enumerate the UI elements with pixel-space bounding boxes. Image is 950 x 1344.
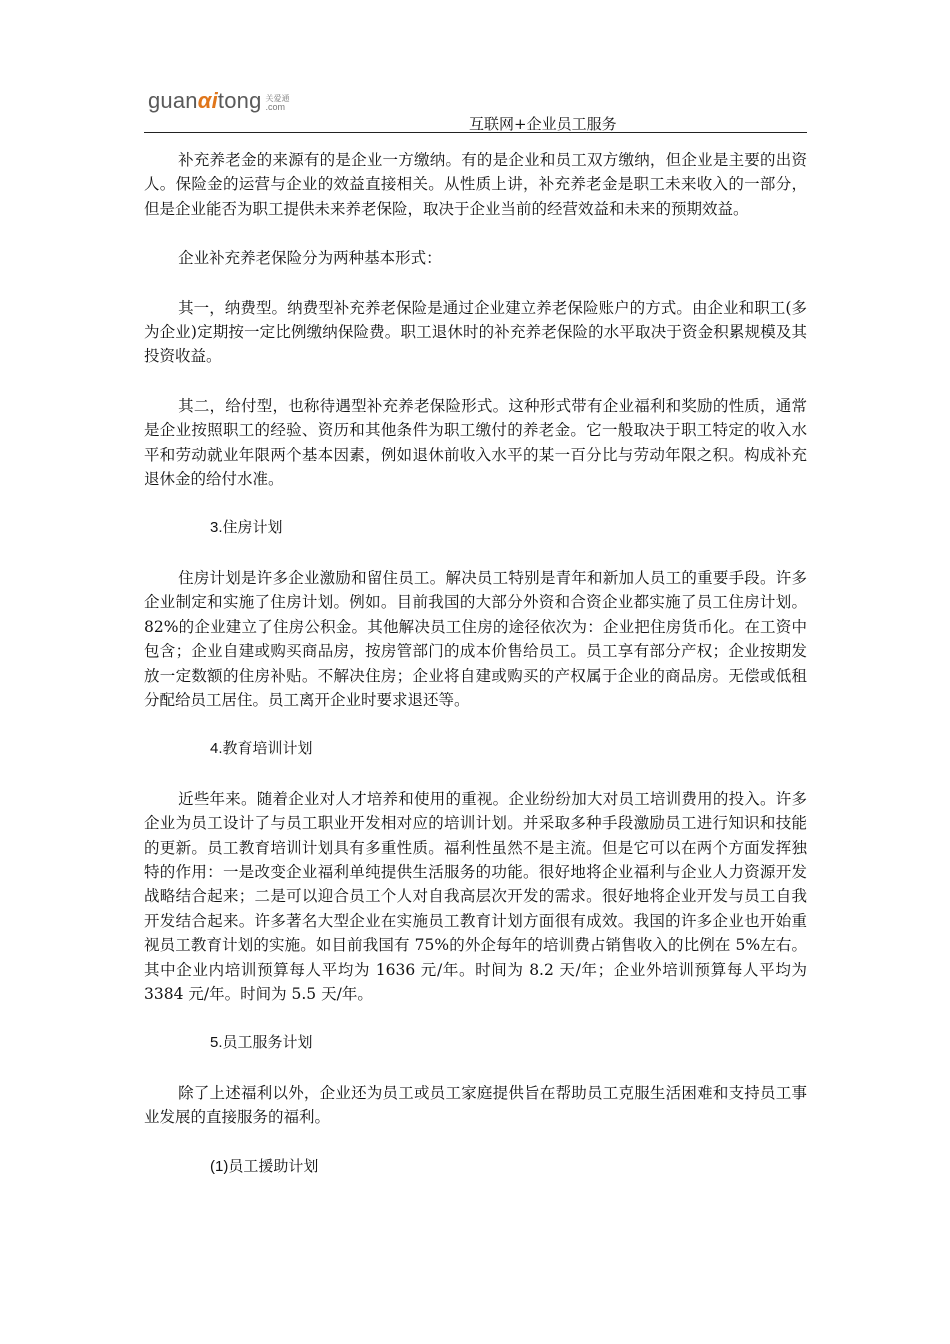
paragraph: 近些年来。随着企业对人才培养和使用的重视。企业纷纷加大对员工培训费用的投入。许多企业为员工设计了与员工职业开发相对应的培训计划。并采取多种手段激励员工进行知识和技能的更新。员工教育培训计划具有多重性质。福利性虽然不是主流。但是它可以在两个方面发挥独特的作用：一是改变企业福利单纯提供生活服务的功能。很好地将企业福利与企业人力资源开发战略结合起来；二是可以迎合员工个人对自我高层次开发的需求。很好地将企业开发与员工自我开发结合起来。许多著名大型企业在实施员工教育计划方面很有成效。我国的许多企业也开始重视员工教育计划的实施。如目前我国有 75%的外企每年的培训费占销售收入的比例在 5%左右。其中企业内培训预算每人平均为 1636 元/年。时间为 8.2 天/年；企业外培训预算每人平均为 3384 元/年。时间为 5.5 天/年。 <box>144 789 807 1003</box>
section-heading: 5.员工服务计划 <box>210 1034 313 1052</box>
section-heading: 3.住房计划 <box>210 519 283 537</box>
paragraph: 其二，给付型，也称待遇型补充养老保险形式。这种形式带有企业福利和奖励的性质，通常是企业按照职工的经验、资历和其他条件为职工缴付的养老金。它一般取决于职工特定的收入水平和劳动就业年限两个基本因素，例如退休前收入水平的某一百分比与劳动年限之积。构成补充退休金的给付水准。 <box>144 396 807 489</box>
document-body <box>144 148 807 1204</box>
paragraph: 住房计划是许多企业激励和留住员工。解决员工特别是青年和新加人员工的重要手段。许多企业制定和实施了住房计划。例如。目前我国的大部分外资和合资企业都实施了员工住房计划。82%的企业建立了住房公积金。其他解决员工住房的途径依次为：企业把住房货币化。在工资中包含；企业自建或购买商品房，按房管部门的成本价售给员工。员工享有部分产权；企业按期发放一定数额的住房补贴。不解决住房；企业将自建或购买的产权属于企业的商品房。无偿或低租分配给员工居住。员工离开企业时要求退还等。 <box>144 568 807 709</box>
section-heading: 4.教育培训计划 <box>210 740 313 758</box>
header-tagline: 互联网+企业员工服务 <box>469 115 617 133</box>
paragraph: 其一，纳费型。纳费型补充养老保险是通过企业建立养老保险账户的方式。由企业和职工(多为企业)定期按一定比例缴纳保险费。职工退休时的补充养老保险的水平取决于资金积累规模及其投资收益。 <box>144 298 807 366</box>
section-heading: (1)员工援助计划 <box>210 1157 319 1175</box>
logo-wordmark: guanαitong <box>148 88 262 113</box>
brand-logo <box>148 84 290 112</box>
paragraph: 补充养老金的来源有的是企业一方缴纳。有的是企业和员工双方缴纳，但企业是主要的出资人。保险金的运营与企业的效益直接相关。从性质上讲，补充养老金是职工未来收入的一部分，但是企业能否为职工提供未来养老保险，取决于企业当前的经营效益和未来的预期效益。 <box>144 151 807 218</box>
header-divider <box>144 132 807 133</box>
paragraph: 除了上述福利以外，企业还为员工或员工家庭提供旨在帮助员工克服生活困难和支持员工事业发展的直接服务的福利。 <box>144 1083 807 1127</box>
paragraph: 企业补充养老保险分为两种基本形式： <box>178 249 442 268</box>
logo-side-text: 关爱通 .com <box>265 94 290 112</box>
